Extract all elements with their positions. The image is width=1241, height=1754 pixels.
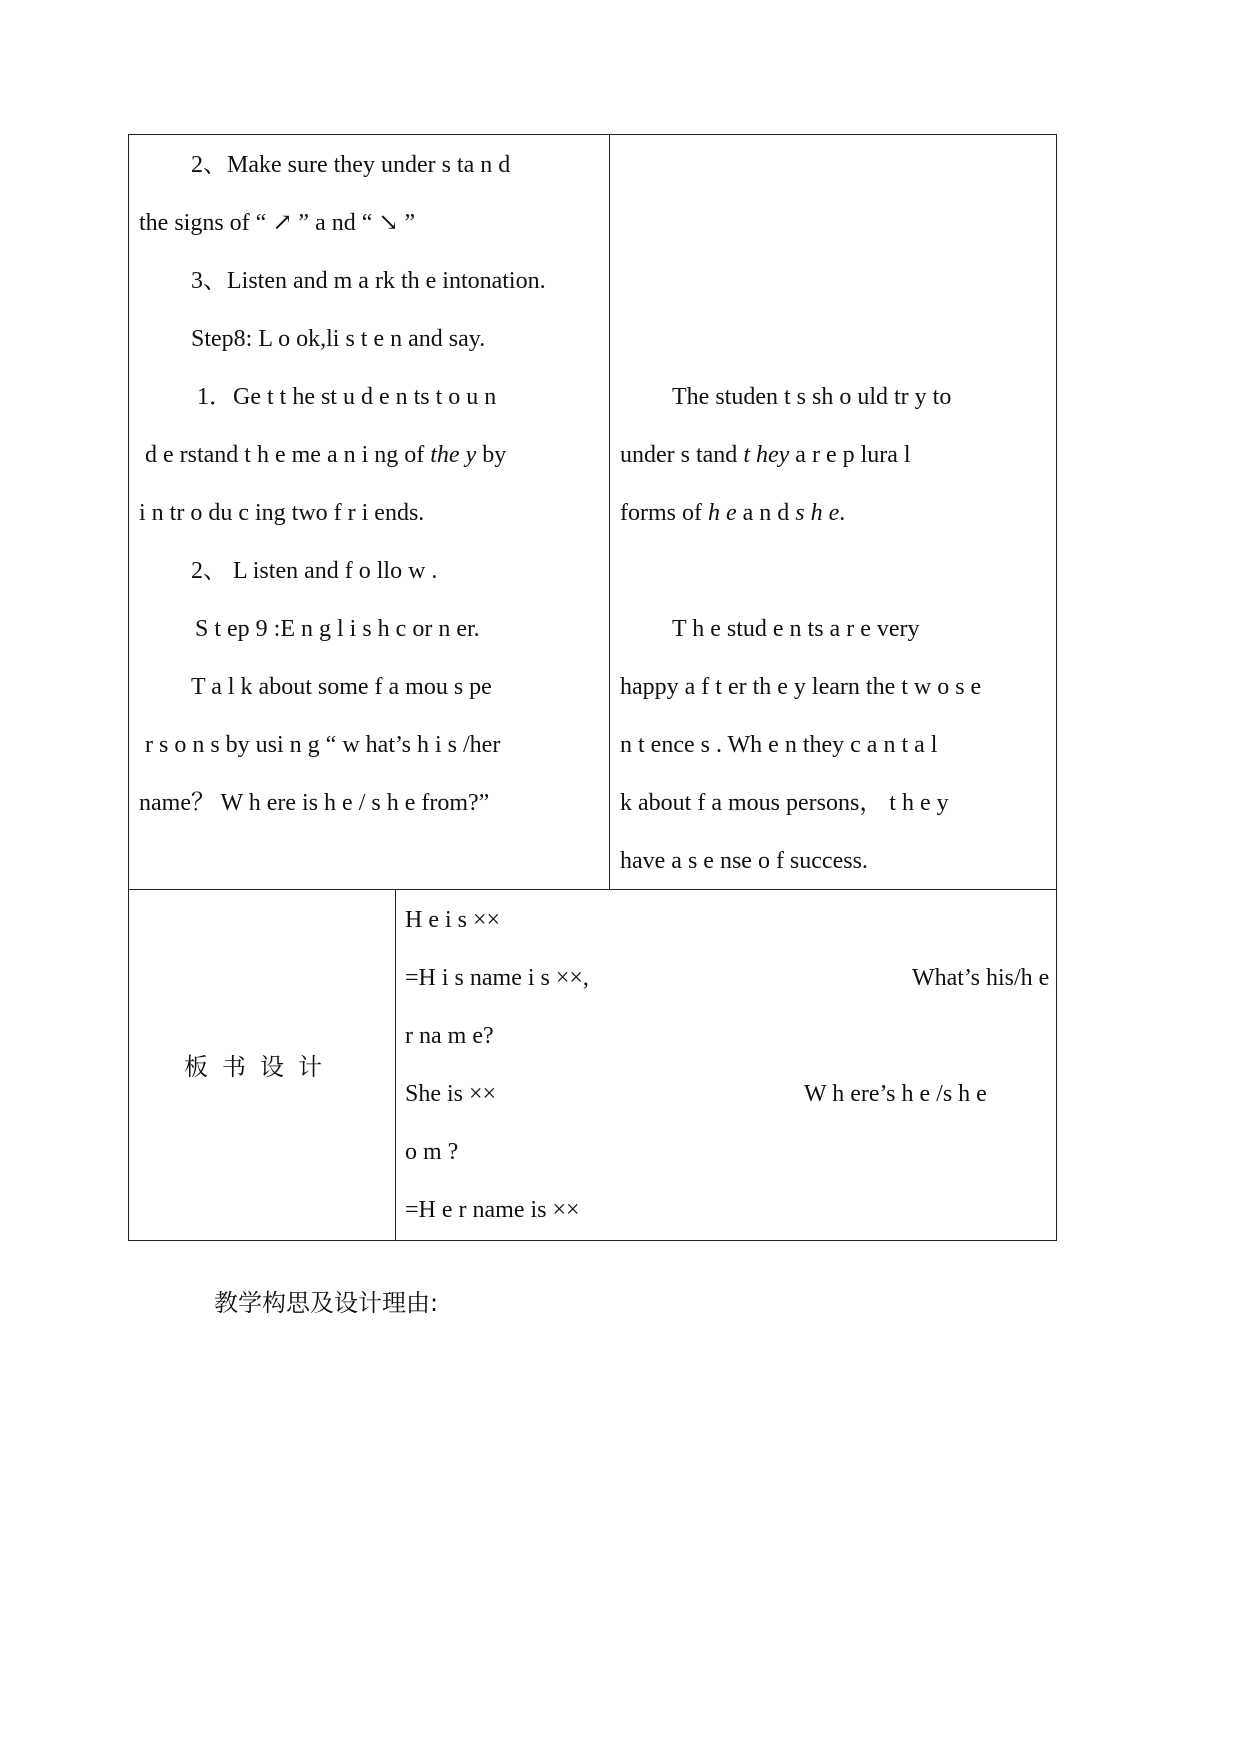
procedure-line: the signs of “ ↗ ” a nd “ ↘ ” <box>139 210 416 236</box>
board-design-label: 板书设计 <box>184 1053 336 1081</box>
purpose-line: have a s e nse o f success. <box>620 848 868 874</box>
purpose-emphasis-she: s h e <box>795 500 840 526</box>
purpose-text: a r e p lura l <box>789 442 911 468</box>
procedure-line: r s o n s by usi n g “ w hat’s h i s /her <box>145 732 501 758</box>
procedure-text: by <box>476 442 507 468</box>
purpose-line: n t ence s . Wh e n they c a n t a l <box>620 732 938 758</box>
board-line: r na m e? <box>405 1023 494 1049</box>
procedure-line: Step8: L o ok,li s t e n and say. <box>191 326 486 352</box>
purpose-emphasis-he: h e <box>707 500 737 526</box>
purpose-text: forms of <box>620 500 708 526</box>
purpose-line <box>620 498 845 528</box>
column-divider <box>395 890 396 1240</box>
procedure-line: 3、Listen and m a rk th e intonation. <box>191 268 546 294</box>
board-line: o m ? <box>405 1139 459 1165</box>
board-line: H e i s ×× <box>405 907 501 933</box>
purpose-line <box>620 440 911 470</box>
procedure-line: S t ep 9 :E n g l i s h c or n er. <box>195 616 480 642</box>
teaching-rationale-heading: 教学构思及设计理由: <box>214 1289 439 1317</box>
purpose-text: under s tand <box>620 442 744 468</box>
procedure-line: 2、 L isten and f o llo w . <box>191 558 438 584</box>
column-divider <box>609 135 610 889</box>
board-line: W h ere’s h e /s h e <box>804 1081 987 1107</box>
procedure-line: i n tr o du c ing two f r i ends. <box>139 500 425 526</box>
purpose-text: . <box>839 500 846 526</box>
procedure-line: 2、Make sure they under s ta n d <box>191 152 511 178</box>
purpose-emphasis-they: t hey <box>743 442 790 468</box>
purpose-line: T h e stud e n ts a r e very <box>672 616 920 642</box>
purpose-line: k about f a mous persons， t h e y <box>620 790 949 816</box>
purpose-line: happy a f t er th e y learn the t w o s e <box>620 674 982 700</box>
board-line: She is ×× <box>405 1081 497 1107</box>
procedure-line: 1．Ge t t he st u d e n ts t o u n <box>197 384 497 410</box>
procedure-emphasis-they: the y <box>430 442 477 468</box>
procedure-line: name？ W h ere is h e / s h e from?” <box>139 790 490 816</box>
board-line: What’s his/h e <box>912 965 1050 991</box>
procedure-line <box>145 440 506 470</box>
purpose-line: The studen t s sh o uld tr y to <box>672 384 952 410</box>
procedure-text: d e rstand t h e me a n i ng of <box>145 442 431 468</box>
board-line: =H i s name i s ××, <box>405 965 589 991</box>
board-line: =H e r name is ×× <box>405 1197 580 1223</box>
purpose-text: a n d <box>736 500 796 526</box>
procedure-line: T a l k about some f a mou s pe <box>191 674 492 700</box>
